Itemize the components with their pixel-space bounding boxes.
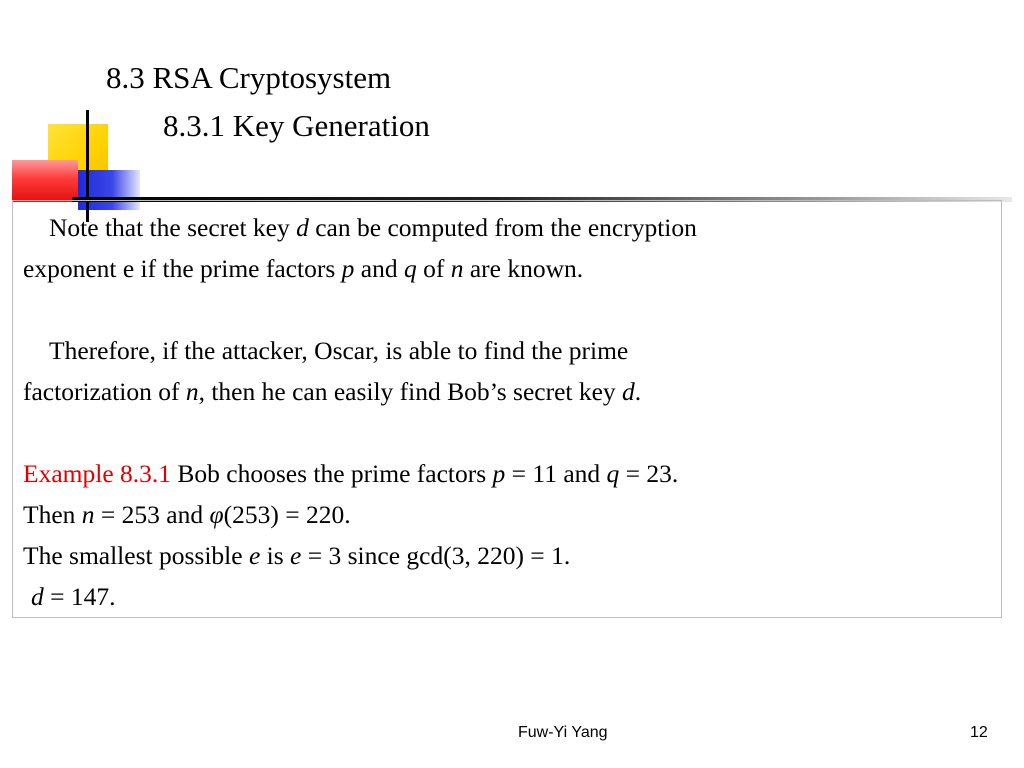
blank-line	[23, 289, 998, 330]
decor-red-square	[12, 160, 78, 202]
slide-subtitle: 8.3.1 Key Generation	[163, 108, 430, 143]
example-line-1	[23, 453, 998, 494]
text-run: (253) = 220.	[223, 500, 351, 529]
example-label: Example 8.3.1	[23, 459, 172, 488]
text-run: factorization of	[23, 377, 186, 406]
text-run: = 23.	[619, 459, 679, 488]
footer-author: Fuw-Yi Yang	[518, 724, 608, 741]
text-run: Therefore, if the attacker, Oscar, is able to find the prime	[49, 336, 629, 365]
text-run: = 11 and	[505, 459, 607, 488]
var-q: q	[606, 459, 620, 488]
var-n: n	[81, 500, 95, 529]
var-q: q	[403, 254, 417, 283]
example-line-3	[23, 535, 998, 576]
blank-line	[23, 412, 998, 453]
paragraph-2-line-1	[23, 330, 998, 371]
text-run: Note that the secret key	[49, 213, 297, 242]
slide-title: 8.3 RSA Cryptosystem	[106, 60, 392, 95]
example-line-2	[23, 494, 998, 535]
paragraph-2-line-2	[23, 371, 998, 412]
var-d: d	[31, 582, 44, 611]
var-e: e	[248, 541, 261, 570]
paragraph-1-line-2	[23, 248, 998, 289]
text-run: , then he can easily find Bob’s secret key	[198, 377, 623, 406]
text-run: The smallest possible	[23, 541, 249, 570]
text-run: exponent e if the prime factors	[23, 254, 342, 283]
var-n: n	[450, 254, 464, 283]
text-run: = 3 since gcd(3, 220) = 1.	[301, 541, 571, 570]
text-run: Then	[23, 500, 82, 529]
var-phi: φ	[209, 500, 224, 529]
example-line-4	[23, 576, 998, 617]
text-run: is	[260, 541, 291, 570]
text-run: and	[354, 254, 404, 283]
var-p: p	[341, 254, 355, 283]
text-run: = 147.	[43, 582, 116, 611]
var-d: d	[622, 377, 635, 406]
var-d: d	[296, 213, 309, 242]
var-n: n	[185, 377, 199, 406]
var-p: p	[492, 459, 506, 488]
page-number: 12	[970, 724, 988, 741]
text-run: = 253 and	[94, 500, 210, 529]
text-run: .	[634, 377, 642, 406]
text-run: Bob chooses the prime factors	[171, 459, 493, 488]
var-e: e	[290, 541, 302, 570]
paragraph-1-line-1	[23, 207, 998, 248]
text-run: of	[416, 254, 451, 283]
text-run: can be computed from the encryption	[308, 213, 697, 242]
slide-body	[23, 207, 998, 617]
text-run: are known.	[463, 254, 584, 283]
